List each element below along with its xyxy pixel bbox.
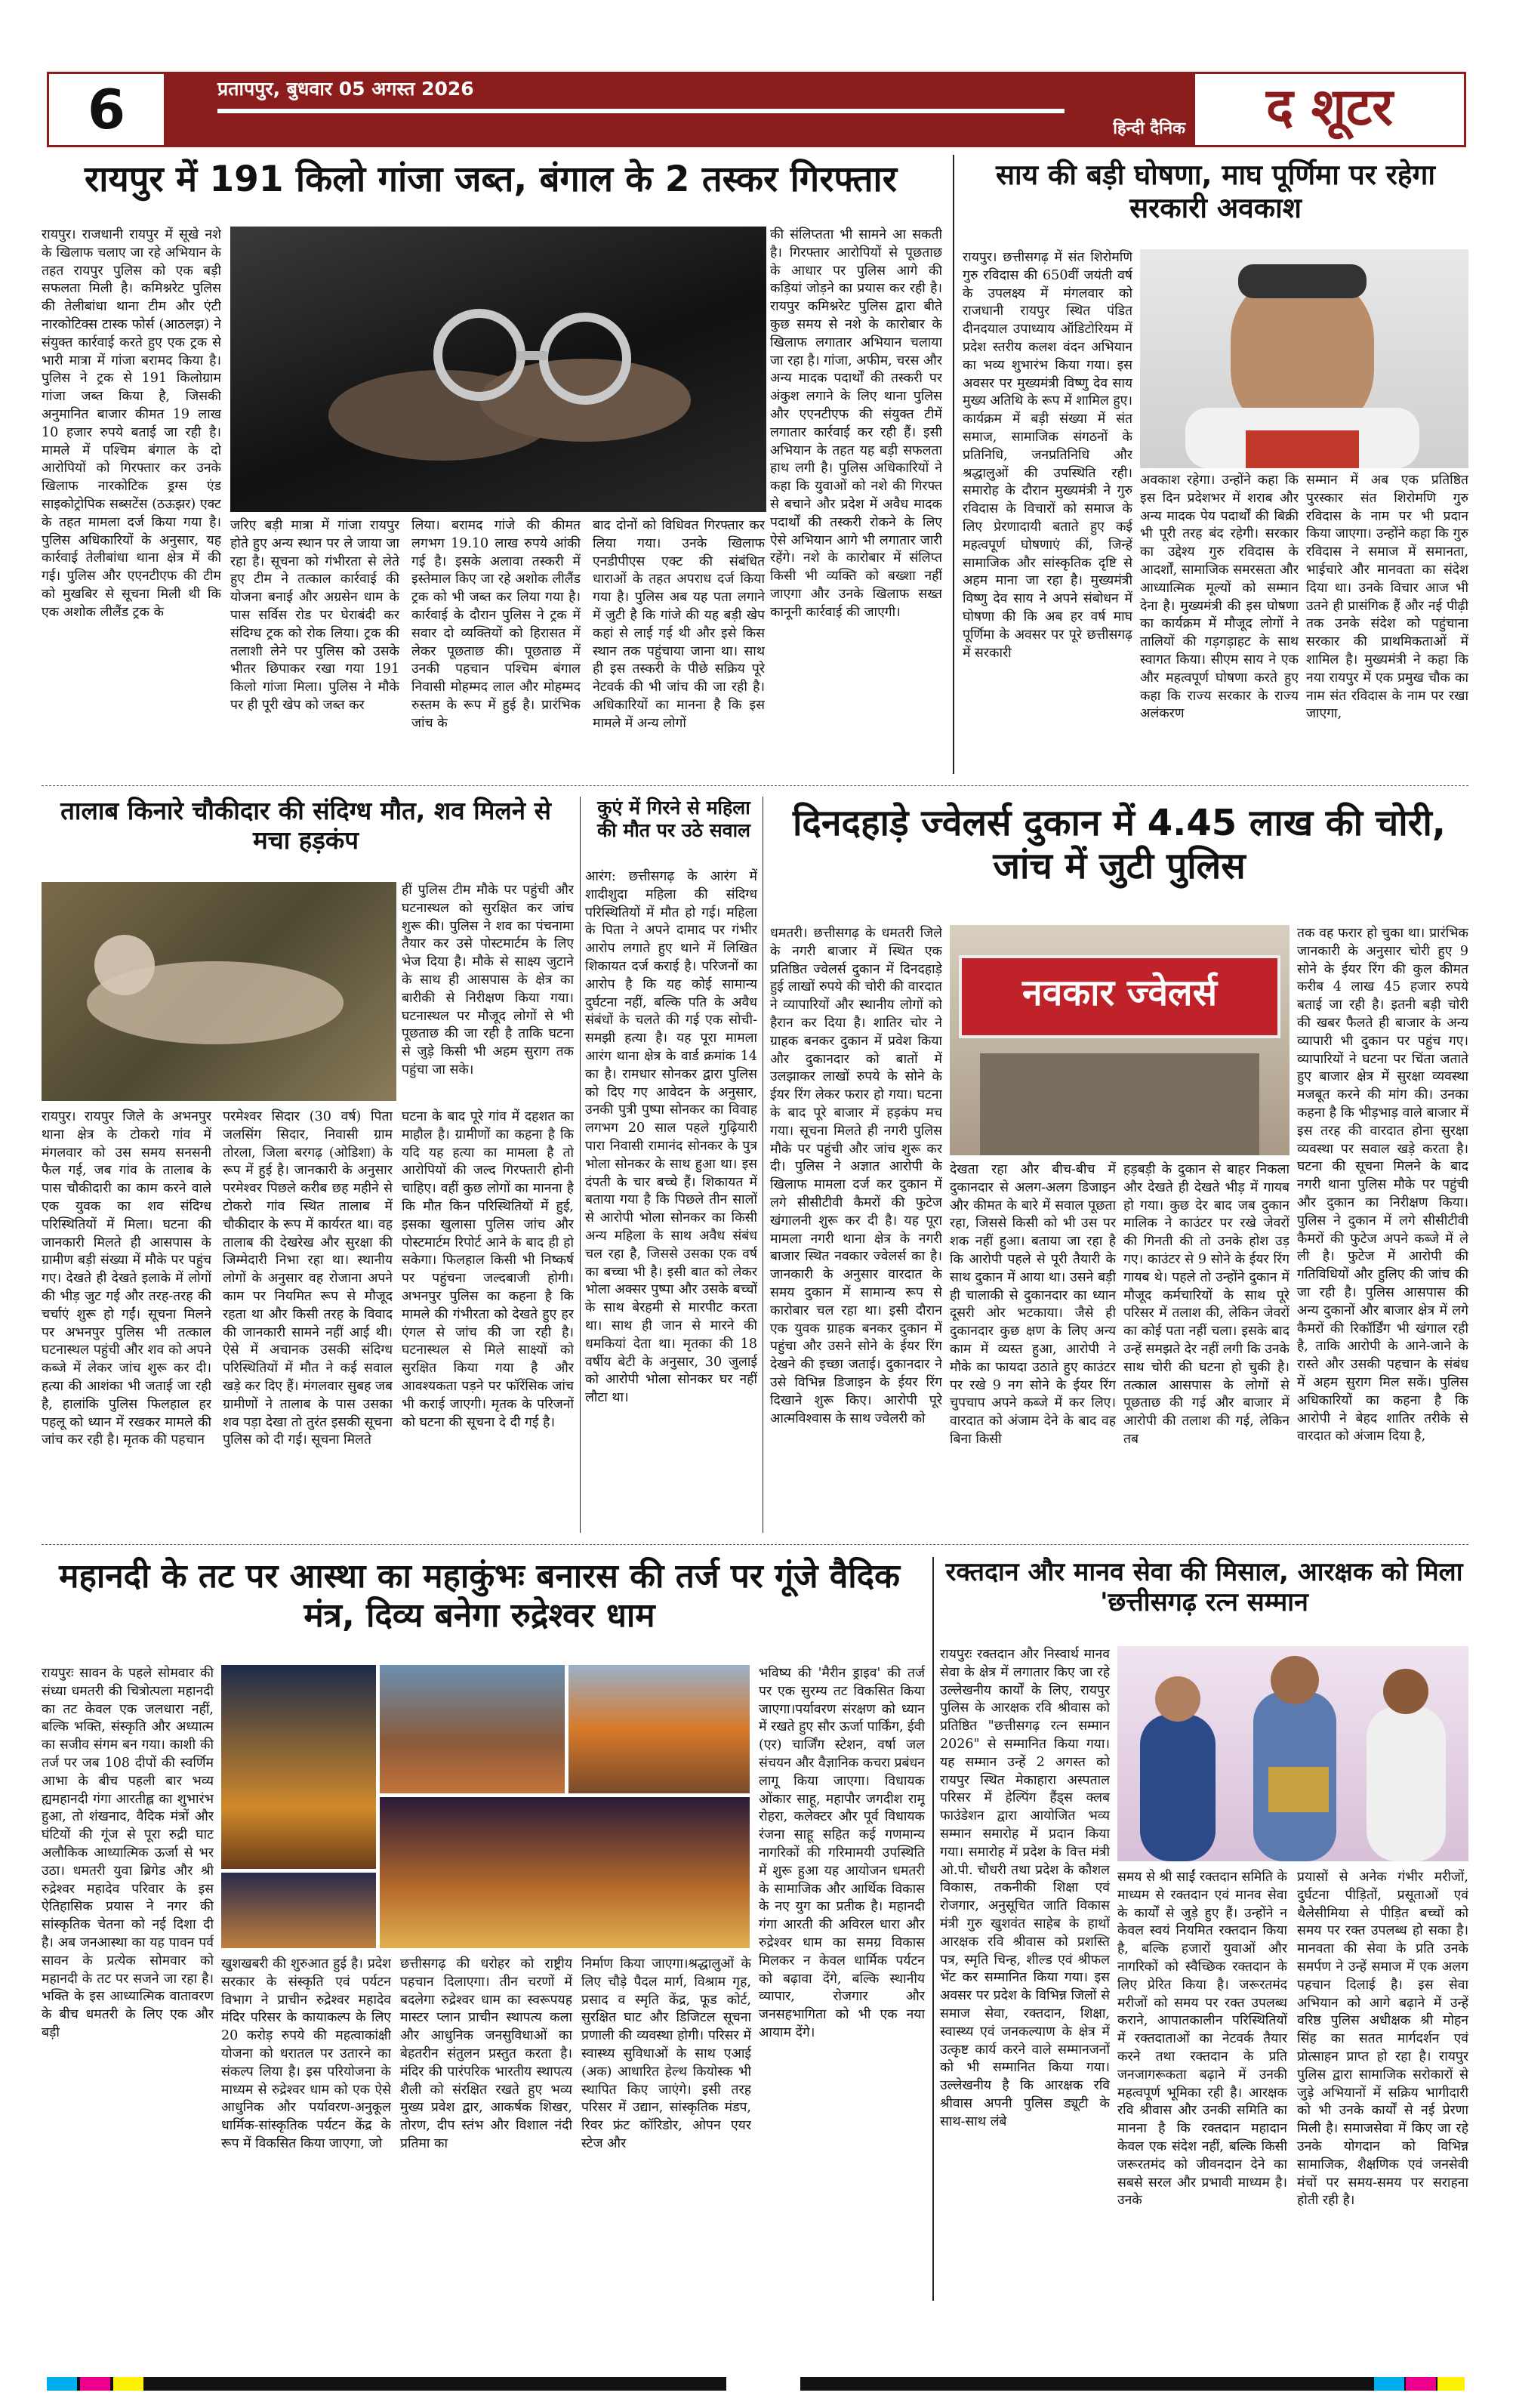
story3-col3: परमेश्वर सिदार (30 वर्ष) पिता जलसिंग सिदार, निवासी ग्राम तोरला, जिला बरगढ़ (ओडिशा) के रूप में हुई है। जानकारी के अनुसार परमेश्वर पिछले करीब छह महीने से टोकरो गांव स्थित तालाब में चौकीदार के रूप में कार्यरत था। वह तालाब की देखरेख और सुरक्षा की जिम्मेदारी निभा रहा था। स्थानीय लोगों के अनुसार वह रोजाना अपने काम पर नियमित रूप से मौजूद रहता था और किसी तरह के विवाद की जानकारी सामने नहीं आई थी। ऐसे में अचानक उसकी संदिग्ध परिस्थितियों में मौत ने कई सवाल खड़े कर दिए हैं। मंगलवार सुबह जब ग्रामीणों ने तालाब के पास उसका शव पड़ा देखा तो तुरंत इसकी सूचना पुलिस को दी गई। सूचना मिलते xyxy=(223,1109,393,1448)
shop-sign-text: नवकार ज्वेलर्स xyxy=(1021,972,1218,1014)
section-divider xyxy=(42,785,1468,786)
story3-col4: घटना के बाद पूरे गांव में दहशत का माहौल है। ग्रामीणों का कहना है कि यदि यह हत्या का मामला है तो आरोपियों की जल्द गिरफ्तारी होनी चाहिए। वहीं कुछ लोगों का मानना है कि मौत किन परिस्थितियों में हुई, इसका खुलासा पुलिस जांच और पोस्टमार्टम रिपोर्ट आने के बाद ही हो सकेगा। फिलहाल किसी भी निष्कर्ष पर पहुंचना जल्दबाजी होगी। अभनपुर पुलिस का कहना है कि मामले की गंभीरता को देखते हुए हर एंगल से जांच की जा रही है। घटनास्थल से मिले साक्ष्यों को सुरक्षित किया गया है और आवश्यकता पड़ने पर फॉरेंसिक जांच भी कराई जाएगी। मृतक के परिजनों को घटना की सूचना दे दी गई है। xyxy=(402,1109,574,1430)
story6-headline: महानदी के तट पर आस्था का महाकुंभः बनारस की तर्ज पर गूंजे वैदिक मंत्र, दिव्य बनेगा रुद्रेश्वर धाम xyxy=(59,1557,900,1635)
story4-headline: कुएं में गिरने से महिला की मौत पर उठे सवाल xyxy=(596,797,751,841)
cmyk-swatch-yellow xyxy=(113,2377,143,2391)
story5-headline: दिनदहाड़े ज्वेलर्स दुकान में 4.45 लाख की चोरी, जांच में जुटी पुलिस xyxy=(792,802,1447,887)
date-rule xyxy=(217,109,1065,113)
story5-col1: धमतरी। छत्तीसगढ़ के धमतरी जिले के नगरी बाजार में स्थित एक प्रतिष्ठित ज्वेलर्स दुकान में दिनदहाड़े हुई लाखों रुपये की चोरी की वारदात ने व्यापारियों और स्थानीय लोगों को हैरान कर दिया है। शातिर चोर ने ग्राहक बनकर दुकान में प्रवेश किया और दुकानदार को बातों में उलझाकर लाखों रुपये के सोने के ईयर रिंग लेकर फरार हो गया। घटना के बाद पूरे बाजार में हड़कंप मच गया। सूचना मिलते ही नगरी पुलिस मौके पर पहुंची और जांच शुरू कर दी। पुलिस ने अज्ञात आरोपी के खिलाफ मामला दर्ज कर दुकान में लगे सीसीटीवी कैमरों की फुटेज खंगालनी शुरू कर दी है। यह पूरा मामला नगरी थाना क्षेत्र के नगरी बाजार स्थित नवकार ज्वेलर्स का है। जानकारी के अनुसार वारदात के समय दुकान में सामान्य रूप से कारोबार चल रहा था। इसी दौरान एक युवक ग्राहक बनकर दुकान में पहुंचा और उसने सोने के ईयर रिंग देखने की इच्छा जताई। दुकानदार ने उसे विभिन्न डिजाइन के ईयर रिंग दिखाने शुरू किए। आरोपी पूरे आत्मविश्वास के साथ ज्वेलरी को xyxy=(770,926,942,1426)
story1-col2: जरिए बड़ी मात्रा में गांजा रायपुर होते हुए अन्य स्थान पर ले जाया जा रहा है। सूचना को गंभीरता से लेते हुए टीम ने तत्काल कार्रवाई की योजना बनाई और अग्रसेन धाम के पास सर्विस रोड पर घेराबंदी कर संदिग्ध ट्रक को रोक लिया। ट्रक की तलाशी लेने पर पुलिस को उसके भीतर छिपाकर रखा गया 191 किलो गांजा मिला। पुलिस ने मौके पर ही पूरी खेप को जब्त कर xyxy=(230,518,399,713)
story2-col3: सम्मान में अब एक प्रतिष्ठित पुरस्कार संत शिरोमणि गुरु रविदास के नाम पर भी प्रदान किया जाएगा। उन्होंने कहा कि गुरु रविदास ने समाज में समानता, भाईचारे और मानवता का संदेश दिया था। उनके विचार आज भी उतने ही प्रासंगिक हैं और नई पीढ़ी तक उनके संदेश को पहुंचाना सरकार की प्राथमिकताओं में शामिल है। मुख्यमंत्री ने कहा कि नया रायपुर में एक प्रमुख चौक का नाम संत रविदास के नाम पर रखा जाएगा, xyxy=(1306,473,1468,722)
story7-col3: प्रयासों से अनेक गंभीर मरीजों, दुर्घटना पीड़ितों, प्रसूताओं एवं थैलेसीमिया से पीड़ित बच्चों को समय पर रक्त उपलब्ध हो सका है। मानवता की सेवा के प्रति उनके समर्पण ने उन्हें समाज में एक अलग पहचान दिलाई है। इस सेवा अभियान को आगे बढ़ाने में उन्हें वरिष्ठ पुलिस अधीक्षक श्री मोहन सिंह का सतत मार्गदर्शन एवं प्रोत्साहन प्राप्त हो रहा है। रायपुर पुलिस द्वारा सामाजिक सरोकारों से जुड़े अभियानों में सक्रिय भागीदारी को भी उनके कार्यों से नई प्रेरणा मिली है। समाजसेवा में किए जा रहे उनके योगदान को विभिन्न सामाजिक, शैक्षणिक एवं जनसेवी मंचों पर समय-समय पर सराहना होती रही है। xyxy=(1297,1870,1468,2209)
story5-col2: देखता रहा और बीच-बीच में दुकानदार से अलग-अलग डिजाइन और कीमत के बारे में सवाल पूछता रहा, जिससे किसी को भी उस पर शक नहीं हुआ। बताया जा रहा है कि आरोपी पहले से पूरी तैयारी के साथ दुकान में आया था। उसने बड़ी ही चालाकी से दुकानदार का ध्यान दूसरी ओर भटकाया। जैसे ही दुकानदार कुछ क्षण के लिए अन्य काम में व्यस्त हुआ, आरोपी ने मौके का फायदा उठाते हुए काउंटर पर रखे 9 नग सोने के ईयर रिंग चुपचाप अपने कब्जे में कर लिए। वारदात को अंजाम देने के बाद वह बिना किसी xyxy=(950,1162,1116,1447)
award-people-icon xyxy=(1117,1646,1468,1861)
story6-photo-temple xyxy=(568,1665,750,1793)
story5-photo-jewellery-shop xyxy=(950,925,1290,1155)
story6-col1: रायपुरः सावन के पहले सोमवार की संध्या धमतरी की चित्रोत्पला महानदी का तट केवल एक जलधारा नहीं, बल्कि भक्ति, संस्कृति और अध्यात्म का सजीव संगम बन गया। काशी की तर्ज पर जब 108 दीपों की स्वर्णिम आभा के बीच पहली बार भव्य ह्यमहानदी गंगा आरतीह्ल का शुभारंभ हुआ, तो शंखनाद, वैदिक मंत्रों और घंटियों की गूंज से पूरा रुद्री घाट अलौकिक आध्यात्मिक ऊर्जा से भर उठा। धमतरी युवा ब्रिगेड और श्री रुद्रेश्वर महादेव परिवार के इस ऐतिहासिक प्रयास ने नगर की सांस्कृतिक चेतना को नई दिशा दी है। अब जनआस्था का यह पावन पर्व सावन के प्रत्येक सोमवार को महानदी के तट पर सजने जा रहा है। भक्ति के इस आध्यात्मिक वातावरण के बीच धमतरी के लिए एक और बड़ी xyxy=(42,1666,214,2040)
story1-col4: बाद दोनों को विधिवत गिरफ्तार कर लिया गया। उनके खिलाफ एनडीपीएस एक्ट की संबंधित धाराओं के तहत अपराध दर्ज किया गया है। पुलिस अब यह पता लगाने में जुटी है कि गांजे की यह बड़ी खेप कहां से लाई गई थी और इसे किस स्थान तक पहुंचाया जाना था। साथ ही इस तस्करी के पीछे सक्रिय पूरे नेटवर्क की भी जांच की जा रही है। अधिकारियों का मानना है कि इस मामले में अन्य लोगों xyxy=(593,518,765,731)
handcuffs-icon xyxy=(230,227,766,512)
cmyk-swatch-magenta xyxy=(80,2377,110,2391)
story1-col5: की संलिप्तता भी सामने आ सकती है। गिरफ्तार आरोपियों से पूछताछ के आधार पर पुलिस आगे की कड़ियां जोड़ने का प्रयास कर रही है। रायपुर कमिश्नरेट पुलिस द्वारा बीते कुछ समय से नशे के कारोबार के खिलाफ लगातार अभियान चलाया जा रहा है। गांजा, अफीम, चरस और अन्य मादक पदार्थों की तस्करी पर अंकुश लगाने के लिए थाना पुलिस और एएनटीएफ की संयुक्त टीमें लगातार कार्रवाई कर रही हैं। इसी अभियान के तहत यह बड़ी सफलता हाथ लगी है। पुलिस अधिकारियों ने कहा कि युवाओं को नशे की गिरफ्त से बचाने और प्रदेश में अवैध मादक पदार्थों की तस्करी रोकने के लिए ऐसे अभियान आगे भी लगातार जारी रहेंगे। नशे के कारोबार में संलिप्त किसी भी व्यक्ति को बख्शा नहीं जाएगा और उनके खिलाफ सख्त कानूनी कार्रवाई की जाएगी। xyxy=(770,227,942,620)
cmyk-swatch-cyan xyxy=(1374,2377,1404,2391)
vertical-rule xyxy=(953,155,954,774)
story4-col1: आरंग: छत्तीसगढ़ के आरंग में शादीशुदा महिला की संदिग्ध परिस्थितियों में मौत हो गई। महिला के पिता ने अपने दामाद पर गंभीर आरोप लगाते हुए थाने में लिखित शिकायत दर्ज कराई है। परिजनों का आरोप है कि यह कोई सामान्य दुर्घटना नहीं, बल्कि पति के अवैध संबंधों के चलते की गई एक सोची-समझी हत्या है। यह पूरा मामला आरंग थाना क्षेत्र के वार्ड क्रमांक 14 का है। रामधार सोनकर द्वारा पुलिस को दिए गए आवेदन के अनुसार, उनकी पुत्री पुष्पा सोनकर का विवाह लगभग 20 साल पहले गुढ़ियारी पारा निवासी रामानंद सोनकर के पुत्र भोला सोनकर के साथ हुआ था। इस दंपती के चार बच्चे हैं। शिकायत में बताया गया है कि पिछले तीन सालों से आरोपी भोला सोनकर का किसी अन्य महिला के साथ अवैध संबंध चल रहा है, जिससे उसका एक वर्ष का बच्चा भी है। इसी बात को लेकर भोला अक्सर पुष्पा और उसके बच्चों के साथ बेरहमी से मारपीट करता था। साथ ही जान से मारने की धमकियां देता था। मृतका की 18 वर्षीय बेटी के अनुसार, 30 जुलाई को आरोपी भोला सोनकर घर नहीं लौटा था। xyxy=(585,869,757,1406)
story3-col1: हीं पुलिस टीम मौके पर पहुंची और घटनास्थल को सुरक्षित कर जांच शुरू की। पुलिस ने शव का पंचनामा तैयार कर उसे पोस्टमार्टम के लिए भेज दिया है। मौके से साक्ष्य जुटाने के साथ ही आसपास के क्षेत्र का बारीकी से निरीक्षण किया गया। घटनास्थल पर मौजूद लोगों से भी पूछताछ की जा रही है ताकि घटना से जुड़े किसी भी अहम सुराग तक पहुंचा जा सके। xyxy=(402,883,574,1078)
story7-photo-award-ceremony xyxy=(1117,1646,1468,1861)
story1-col1: रायपुर। राजधानी रायपुर में सूखे नशे के खिलाफ चलाए जा रहे अभियान के तहत रायपुर पुलिस को एक बड़ी सफलता मिली है। कमिश्नरेट पुलिस की तेलीबांधा थाना टीम और एंटी नारकोटिक्स टास्क फोर्स (आठलझ) ने संयुक्त कार्रवाई करते हुए एक ट्रक से भारी मात्रा में गांजा बरामद किया है। पुलिस ने ट्रक से 191 किलोग्राम गांजा जब्त किया है, जिसकी अनुमानित बाजार कीमत 19 लाख 10 हजार रुपये बताई जा रही है। मामले में पश्चिम बंगाल के दो आरोपियों को गिरफ्तार कर उनके खिलाफ नारकोटिक ड्रग्स एंड साइकोट्रोपिक सब्सटेंस (ठऊझर) एक्ट के तहत मामला दर्ज किया गया है। पुलिस अधिकारियों के अनुसार, यह कार्रवाई तेलीबांधा थाना क्षेत्र में की गई। पुलिस और एएनटीएफ की टीम को मुखबिर से सूचना मिली थी कि एक अशोक लीलैंड ट्रक के xyxy=(42,227,221,620)
story2-col1: रायपुर। छत्तीसगढ़ में संत शिरोमणि गुरु रविदास की 650वीं जयंती वर्ष के उपलक्ष्य में मंगलवार को राजधानी रायपुर स्थित पंडित दीनदयाल उपाध्याय ऑडिटोरियम में प्रदेश स्तरीय कलश वंदन अभियान का भव्य शुभारंभ किया गया। इस अवसर पर मुख्यमंत्री विष्णु देव साय मुख्य अतिथि के रूप में शामिल हुए। कार्यक्रम में बड़ी संख्या में संत समाज, सामाजिक संगठनों के प्रतिनिधि, जनप्रतिनिधि और श्रद्धालुओं की उपस्थिति रही। समारोह के दौरान मुख्यमंत्री ने गुरु रविदास के विचारों को समाज के लिए प्रेरणादायी बताते हुए कई महत्वपूर्ण घोषणाएं कीं, जिन्हें सामाजिक और सांस्कृतिक दृष्टि से अहम माना जा रहा है। मुख्यमंत्री विष्णु देव साय ने अपने संबोधन में घोषणा की कि अब हर वर्ष माघ पूर्णिमा के अवसर पर पूरे छत्तीसगढ़ में सरकारी xyxy=(963,250,1132,661)
story7-headline: रक्तदान और मानव सेवा की मिसाल, आरक्षक को मिला 'छत्तीसगढ़ रत्न सम्मान xyxy=(945,1557,1463,1618)
vertical-rule xyxy=(580,797,581,1533)
cmyk-swatch-yellow xyxy=(1437,2377,1465,2391)
story5-col4: तक वह फरार हो चुका था। प्रारंभिक जानकारी के अनुसार चोरी हुए 9 सोने के ईयर रिंग की कुल कीमत करीब 4 लाख 45 हजार रुपये बताई जा रही है। इतनी बड़ी चोरी की खबर फैलते ही बाजार के अन्य व्यापारी भी दुकान पर पहुंच गए। व्यापारियों ने घटना पर चिंता जताते हुए बाजार क्षेत्र में सुरक्षा व्यवस्था मजबूत करने की मांग की। उनका कहना है कि भीड़भाड़ वाले बाजार में इस तरह की वारदात होना सुरक्षा व्यवस्था पर सवाल खड़े करता है। घटना की सूचना मिलने के बाद नगरी थाना पुलिस मौके पर पहुंची और दुकान का निरीक्षण किया। पुलिस ने दुकान में लगे सीसीटीवी कैमरों की फुटेज अपने कब्जे में ले ली है। फुटेज में आरोपी की गतिविधियों और हुलिए की जांच की जा रही है। पुलिस आसपास की अन्य दुकानों और बाजार क्षेत्र में लगे कैमरों की रिकॉर्डिंग भी खंगाल रही है, ताकि आरोपी के आने-जाने के रास्ते और उसकी पहचान के संबंध में अहम सुराग मिल सकें। पुलिस अधिकारियों का कहना है कि आरोपी ने बेहद शातिर तरीके से वारदात को अंजाम दिया है, xyxy=(1297,926,1468,1444)
footer-bar-right xyxy=(800,2377,1465,2391)
story1-headline: रायपुर में 191 किलो गांजा जब्त, बंगाल के 2 तस्कर गिरफ्तार xyxy=(85,159,897,200)
footer-bar-left xyxy=(47,2377,726,2391)
story6-col5: भविष्य की 'मैरीन ड्राइव' की तर्ज पर एक सुरम्य तट विकसित किया जाएगा।पर्यावरण संरक्षण को ध्यान में रखते हुए सौर ऊर्जा पार्किंग, ईवी (एर) चार्जिंग स्टेशन, वर्षा जल संचयन और वैज्ञानिक कचरा प्रबंधन लागू किया जाएगा। विधायक ओंकार साहू, महापौर जगदीश रामू रोहरा, कलेक्टर और पूर्व विधायक रंजना साहू सहित कई गणमान्य नागरिकों की गरिमामयी उपस्थिति में शुरू हुआ यह आयोजन धमतरी के सामाजिक और आर्थिक विकास के नए युग का प्रतीक है। महानदी गंगा आरती की अविरल धारा और रुद्रेश्वर धाम का समग्र विकास मिलकर न केवल धार्मिक पर्यटन को बढ़ावा देंगे, बल्कि स्थानीय व्यापार, रोजगार और जनसहभागिता को भी एक नया आयाम देंगे। xyxy=(759,1666,925,2040)
story6-photo-ghat-aarti xyxy=(221,1665,376,1869)
cmyk-swatch-magenta xyxy=(1406,2377,1436,2391)
page-number: 6 xyxy=(87,78,126,141)
cmyk-swatch-cyan xyxy=(47,2377,77,2391)
section-divider xyxy=(42,1544,1468,1545)
story5-col3: हड़बड़ी के दुकान से बाहर निकला और देखते ही देखते भीड़ में गायब हो गया। कुछ देर बाद जब दुकान मालिक ने काउंटर पर रखे जेवरों की गिनती की तो उनके होश उड़ गए। काउंटर से 9 सोने के ईयर रिंग गायब थे। पहले तो उन्होंने दुकान में मौजूद कर्मचारियों के साथ पूरे परिसर में तलाश की, लेकिन जेवरों का कोई पता नहीं चला। इसके बाद उन्हें समझते देर नहीं लगी कि उनके साथ चोरी की घटना हो चुकी है। तत्काल आसपास के लोगों से पूछताछ की गई और बाजार में आरोपी की तलाश की गई, लेकिन तब xyxy=(1123,1162,1290,1447)
blurred-figure-icon xyxy=(42,882,396,1101)
tagline: हिन्दी दैनिक xyxy=(1113,119,1185,138)
story1-col3: लिया। बरामद गांजे की कीमत लगभग 19.10 लाख रुपये आंकी गई है। इसके अलावा तस्करी में इस्तेमाल किए जा रहे अशोक लीलैंड ट्रक को भी जब्त कर लिया गया है। कार्रवाई के दौरान पुलिस ने ट्रक में सवार दो व्यक्तियों को हिरासत में लेकर पूछताछ की। पूछताछ में उनकी पहचान पश्चिम बंगाल निवासी मोहम्मद लाल और मोहम्मद रुस्तम के रूप में हुई है। प्रारंभिक जांच के xyxy=(411,518,581,731)
story6-photo-crowd xyxy=(380,1665,565,1793)
story6-photo-river xyxy=(221,1873,376,1948)
portrait-icon xyxy=(1140,249,1468,468)
story3-headline: तालाब किनारे चौकीदार की संदिग्ध मौत, शव मिलने से मचा हड़कंप xyxy=(60,796,551,855)
story2-photo-chief-minister xyxy=(1140,249,1468,468)
story6-photo-priests xyxy=(380,1797,750,1948)
story6-col2: खुशखबरी की शुरुआत हुई है। प्रदेश सरकार के संस्कृति एवं पर्यटन विभाग ने प्राचीन रुद्रेश्वर महादेव मंदिर परिसर के कायाकल्प के लिए 20 करोड़ रुपये की महत्वाकांक्षी योजना को धरातल पर उतारने का संकल्प लिया है। इस परियोजना के माध्यम से रुद्रेश्वर धाम को एक ऐसे आधुनिक और पर्यावरण-अनुकूल धार्मिक-सांस्कृतिक पर्यटन केंद्र के रूप में विकसित किया जाएगा, जो xyxy=(221,1956,391,2151)
story6-col4: निर्माण किया जाएगा।श्रद्धालुओं के लिए चौड़े पैदल मार्ग, विश्राम गृह, प्रसाद व स्मृति केंद्र, फूड कोर्ट, सुरक्षित घाट और डिजिटल सूचना प्रणाली की व्यवस्था होगी। परिसर में स्वास्थ्य सुविधाओं के साथ एआई (अक) आधारित हेल्थ कियोस्क भी स्थापित किए जाएंगे। इसी तरह परिसर में उद्यान, सांस्कृतिक मंडप, रिवर फ्रंट कॉरिडोर, ओपन एयर स्टेज और xyxy=(581,1956,751,2151)
story2-col2: अवकाश रहेगा। उन्होंने कहा कि इस दिन प्रदेशभर में शराब और अन्य मादक पेय पदार्थों की बिक्री भी पूरी तरह बंद रहेगी। सरकार का उद्देश्य गुरु रविदास के आदर्शों, सामाजिक समरसता और आध्यात्मिक मूल्यों को सम्मान देना है। मुख्यमंत्री की इस घोषणा का कार्यक्रम में मौजूद लोगों ने तालियों की गड़गड़ाहट के साथ स्वागत किया। सीएम साय ने एक और महत्वपूर्ण घोषणा करते हुए कहा कि राज्य सरकार के राज्य अलंकरण xyxy=(1140,473,1299,722)
vertical-rule xyxy=(932,1557,934,2301)
story6-col3: छत्तीसगढ़ की धरोहर को राष्ट्रीय पहचान दिलाएगा। तीन चरणों में बदलेगा रुद्रेश्वर धाम का स्वरूपयह मास्टर प्लान प्राचीन स्थापत्य कला और आधुनिक जनसुविधाओं का बेहतरीन संतुलन प्रस्तुत करता है। मंदिर की पारंपरिक भारतीय स्थापत्य शैली को संरक्षित रखते हुए भव्य मुख्य प्रवेश द्वार, आकर्षक शिखर, तोरण, दीप स्तंभ और विशाल नंदी प्रतिमा का xyxy=(400,1956,572,2151)
story3-col2: रायपुर। रायपुर जिले के अभनपुर थाना क्षेत्र के टोकरो गांव में मंगलवार को उस समय सनसनी फैल गई, जब गांव के तालाब के पास चौकीदारी का काम करने वाले एक युवक का शव संदिग्ध परिस्थितियों में मिला। घटना की जानकारी मिलते ही आसपास के ग्रामीण बड़ी संख्या में मौके पर पहुंच गए। देखते ही देखते इलाके में लोगों की भीड़ जुट गई और तरह-तरह की चर्चाएं शुरू हो गईं। सूचना मिलने पर अभनपुर पुलिस भी तत्काल घटनास्थल पहुंची और शव को अपने कब्जे में लेकर जांच शुरू कर दी। हत्या की आशंका भी जताई जा रही है, हालांकि पुलिस फिलहाल हर पहलू को ध्यान में रखकर मामले की जांच कर रही है। मृतक की पहचान xyxy=(42,1109,211,1448)
story7-col1: रायपुरः रक्तदान और निस्वार्थ मानव सेवा के क्षेत्र में लगातार किए जा रहे उल्लेखनीय कार्यों के लिए, रायपुर पुलिस के आरक्षक रवि श्रीवास को प्रतिष्ठित "छत्तीसगढ़ रत्न सम्मान 2026" से सम्मानित किया गया। यह सम्मान उन्हें 2 अगस्त को रायपुर स्थित मेकाहारा अस्पताल परिसर में हेल्पिंग हैंड्स क्लब फाउंडेशन द्वारा आयोजित भव्य सम्मान समारोह में प्रदान किया गया। समारोह में प्रदेश के वित्त मंत्री ओ.पी. चौधरी तथा प्रदेश के कौशल विकास, तकनीकी शिक्षा एवं रोजगार, अनुसूचित जाति विकास मंत्री गुरु खुशवंत साहेब के हाथों आरक्षक रवि श्रीवास को प्रशस्ति पत्र, स्मृति चिन्ह, शील्ड एवं श्रीफल भेंट कर सम्मानित किया गया। इस अवसर पर प्रदेश के विभिन्न जिलों से समाज सेवा, रक्तदान, शिक्षा, स्वास्थ्य एवं जनकल्याण के क्षेत्र में उत्कृष्ट कार्य करने वाले सम्मानजनों को भी सम्मानित किया गया। उल्लेखनीय है कि आरक्षक रवि श्रीवास अपनी पुलिस ड्यूटी के साथ-साथ लंबे xyxy=(940,1647,1110,2129)
story7-col2: समय से श्री साईं रक्तदान समिति के माध्यम से रक्तदान एवं मानव सेवा के कार्यों से जुड़े हुए हैं। उन्होंने न केवल स्वयं नियमित रक्तदान किया है, बल्कि हजारों युवाओं और नागरिकों को स्वैच्छिक रक्तदान के लिए प्रेरित किया है। जरूरतमंद मरीजों को समय पर रक्त उपलब्ध कराने, आपातकालीन परिस्थितियों में रक्तदाताओं का नेटवर्क तैयार करने तथा रक्तदान के प्रति जनजागरूकता बढ़ाने में उनकी महत्वपूर्ण भूमिका रही है। आरक्षक रवि श्रीवास और उनकी समिति का मानना है कि रक्तदान महादान केवल एक संदेश नहीं, बल्कि किसी जरूरतमंद को जीवनदान देने का सबसे सरल और प्रभावी माध्यम है। उनके xyxy=(1117,1870,1287,2209)
dateline: प्रतापपुर, बुधवार 05 अगस्त 2026 xyxy=(217,78,474,100)
story2-headline: साय की बड़ी घोषणा, माघ पूर्णिमा पर रहेगा सरकारी अवकाश xyxy=(996,159,1435,224)
brand-logo: द शूटर xyxy=(1265,78,1394,137)
story1-photo-handcuffs xyxy=(230,227,766,512)
story3-photo-body xyxy=(42,882,396,1101)
